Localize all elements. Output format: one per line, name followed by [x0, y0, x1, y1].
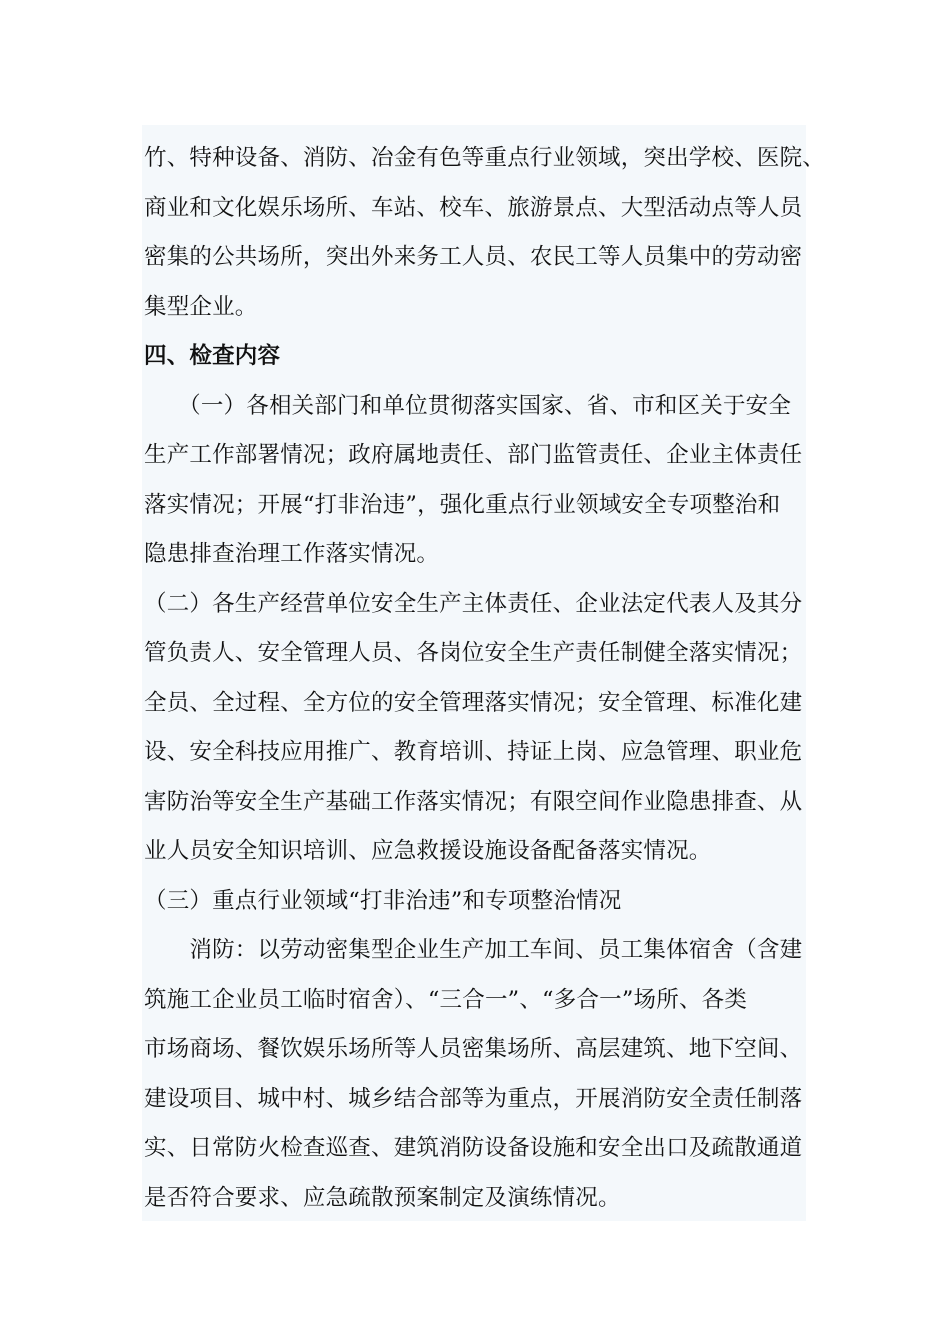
text-line: 建设项目、城中村、城乡结合部等为重点，开展消防安全责任制落 — [144, 1086, 803, 1112]
text-line: 隐患排查治理工作落实情况。 — [144, 541, 440, 567]
document-text-block — [142, 125, 826, 1221]
section-heading: 四、检查内容 — [144, 343, 281, 369]
text-line: （一）各相关部门和单位贯彻落实国家、省、市和区关于安全 — [144, 393, 792, 419]
text-line: 消防：以劳动密集型企业生产加工车间、员工集体宿舍（含建 — [144, 937, 803, 963]
text-line: 实、日常防火检查巡查、建筑消防设备设施和安全出口及疏散通道 — [144, 1135, 803, 1161]
text-line: 筑施工企业员工临时宿舍）、“三合一”、“多合一”场所、各类 — [144, 987, 748, 1013]
text-line: 集型企业。 — [144, 294, 258, 320]
text-line: 市场商场、餐饮娱乐场所等人员密集场所、高层建筑、地下空间、 — [144, 1036, 803, 1062]
text-line: 竹、特种设备、消防、冶金有色等重点行业领域，突出学校、医院、 — [144, 145, 826, 171]
text-line: 密集的公共场所，突出外来务工人员、农民工等人员集中的劳动密 — [144, 244, 803, 270]
text-line: （二）各生产经营单位安全生产主体责任、企业法定代表人及其分 — [144, 591, 803, 617]
text-line: 管负责人、安全管理人员、各岗位安全生产责任制健全落实情况； — [144, 640, 803, 666]
text-line: 生产工作部署情况；政府属地责任、部门监管责任、企业主体责任 — [144, 442, 803, 468]
text-line: 商业和文化娱乐场所、车站、校车、旅游景点、大型活动点等人员 — [144, 195, 803, 221]
text-line: （三）重点行业领域“打非治违”和专项整治情况 — [144, 888, 622, 914]
text-line: 害防治等安全生产基础工作落实情况；有限空间作业隐患排查、从 — [144, 789, 803, 815]
text-line: 是否符合要求、应急疏散预案制定及演练情况。 — [144, 1185, 621, 1211]
text-line: 业人员安全知识培训、应急救援设施设备配备落实情况。 — [144, 838, 712, 864]
text-line: 设、安全科技应用推广、教育培训、持证上岗、应急管理、职业危 — [144, 739, 803, 765]
text-line: 落实情况；开展“打非治违”，强化重点行业领域安全专项整治和 — [144, 492, 781, 518]
text-line: 全员、全过程、全方位的安全管理落实情况；安全管理、标准化建 — [144, 690, 803, 716]
